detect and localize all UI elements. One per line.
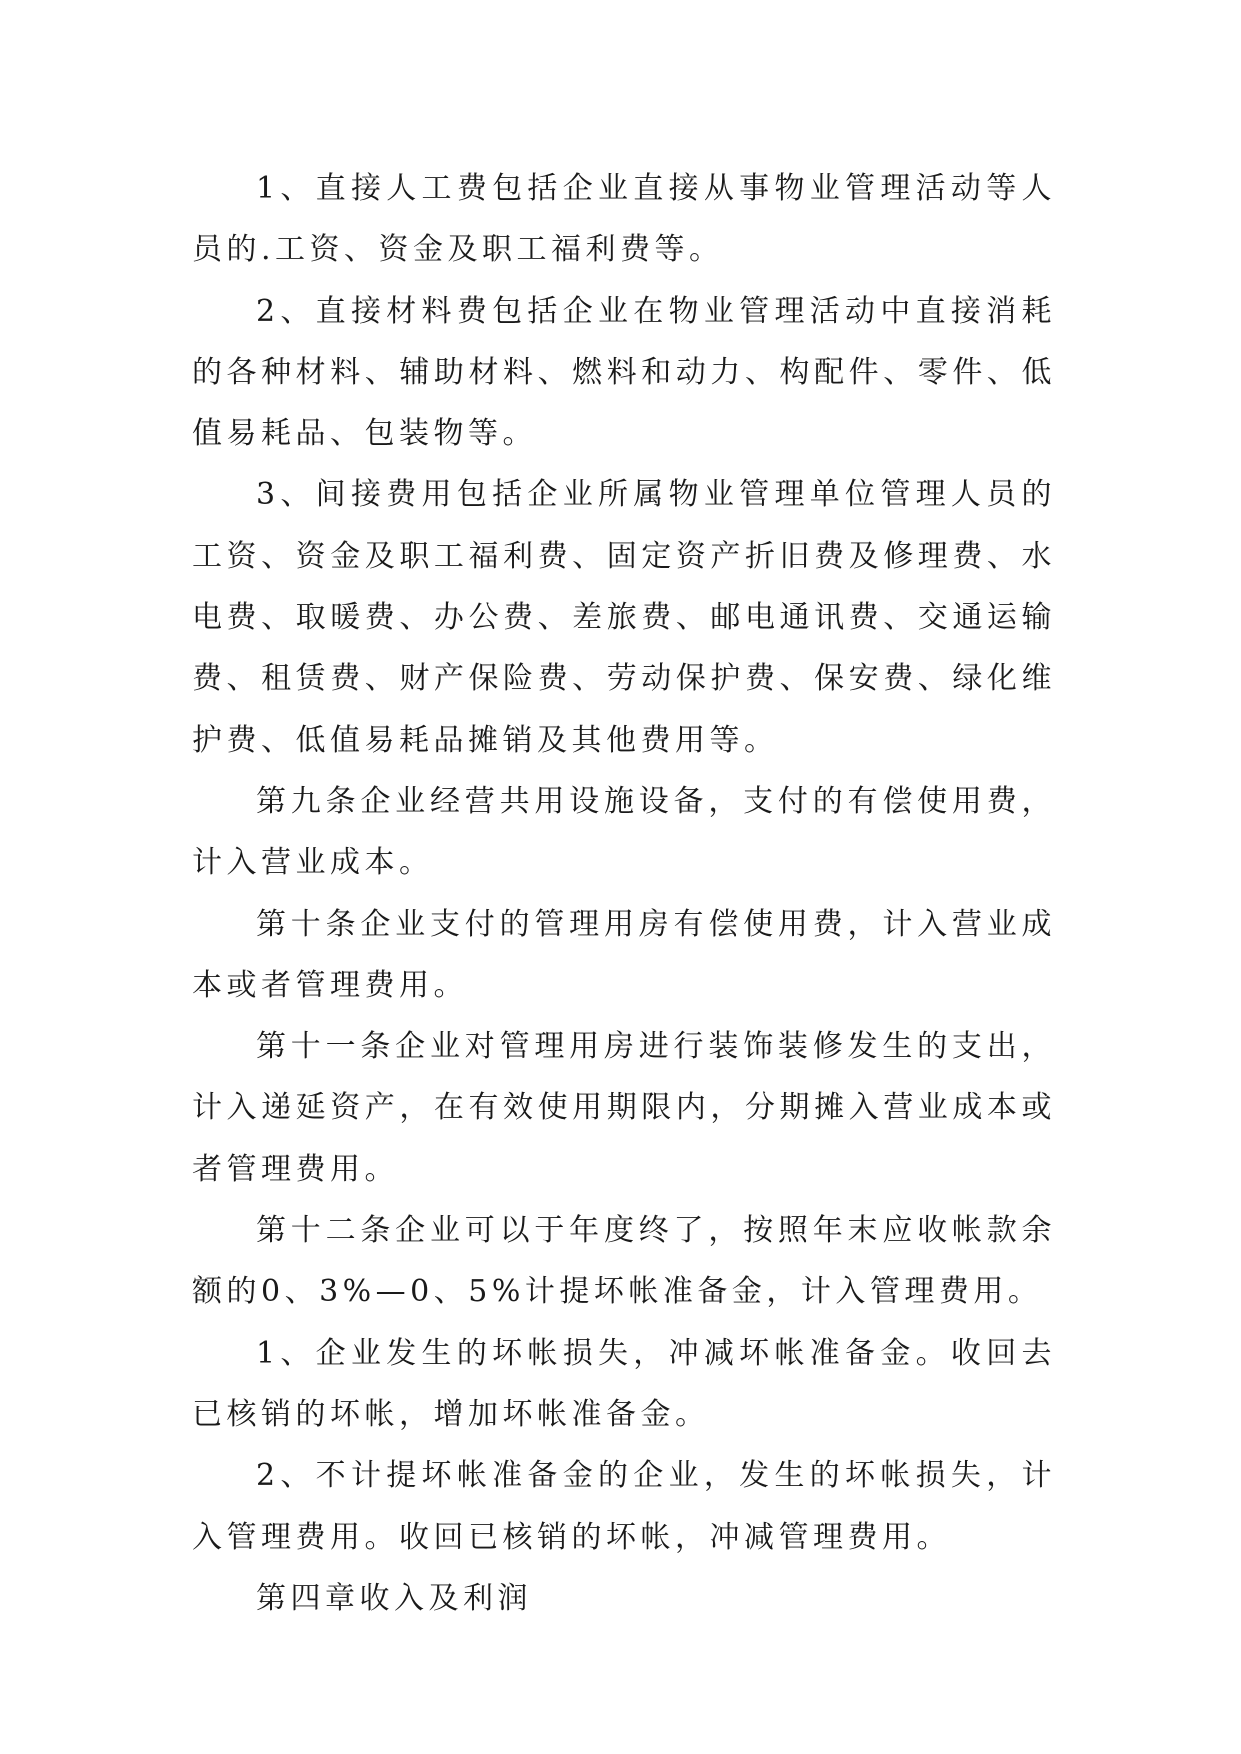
chapter-heading-income-profit: 第四章收入及利润 [256,1580,532,1616]
paragraph-bad-debt-loss: 1、企业发生的坏帐损失，冲减坏帐准备金。收回去已核销的坏帐，增加坏帐准备金。 [192,1335,1056,1432]
paragraph-direct-material-cost: 2、直接材料费包括企业在物业管理活动中直接消耗的各种材料、辅助材料、燃料和动力、构配件、零件、低值易耗品、包装物等。 [192,293,1056,452]
paragraph-article-10: 第十条企业支付的管理用房有偿使用费，计入营业成本或者管理费用。 [192,906,1056,1003]
paragraph-indirect-cost: 3、间接费用包括企业所属物业管理单位管理人员的工资、资金及职工福利费、固定资产折旧费及修理费、水电费、取暖费、办公费、差旅费、邮电通讯费、交通运输费、租赁费、财产保险费、劳动保护费、保安费、绿化维护费、低值易耗品摊销及其他费用等。 [192,477,1056,758]
paragraph-no-bad-debt-reserve: 2、不计提坏帐准备金的企业，发生的坏帐损失，计入管理费用。收回已核销的坏帐，冲减管理费用。 [192,1458,1056,1555]
document-body [192,158,1056,1629]
paragraph-direct-labor-cost: 1、直接人工费包括企业直接从事物业管理活动等人员的.工资、资金及职工福利费等。 [192,171,1056,268]
paragraph-article-11: 第十一条企业对管理用房进行装饰装修发生的支出，计入递延资产，在有效使用期限内，分期摊入营业成本或者管理费用。 [192,1029,1056,1187]
paragraph-article-12: 第十二条企业可以于年度终了，按照年末应收帐款余额的0、3%—0、5%计提坏帐准备金，计入管理费用。 [192,1213,1056,1310]
paragraph-article-9: 第九条企业经营共用设施设备，支付的有偿使用费，计入营业成本。 [192,783,1056,881]
